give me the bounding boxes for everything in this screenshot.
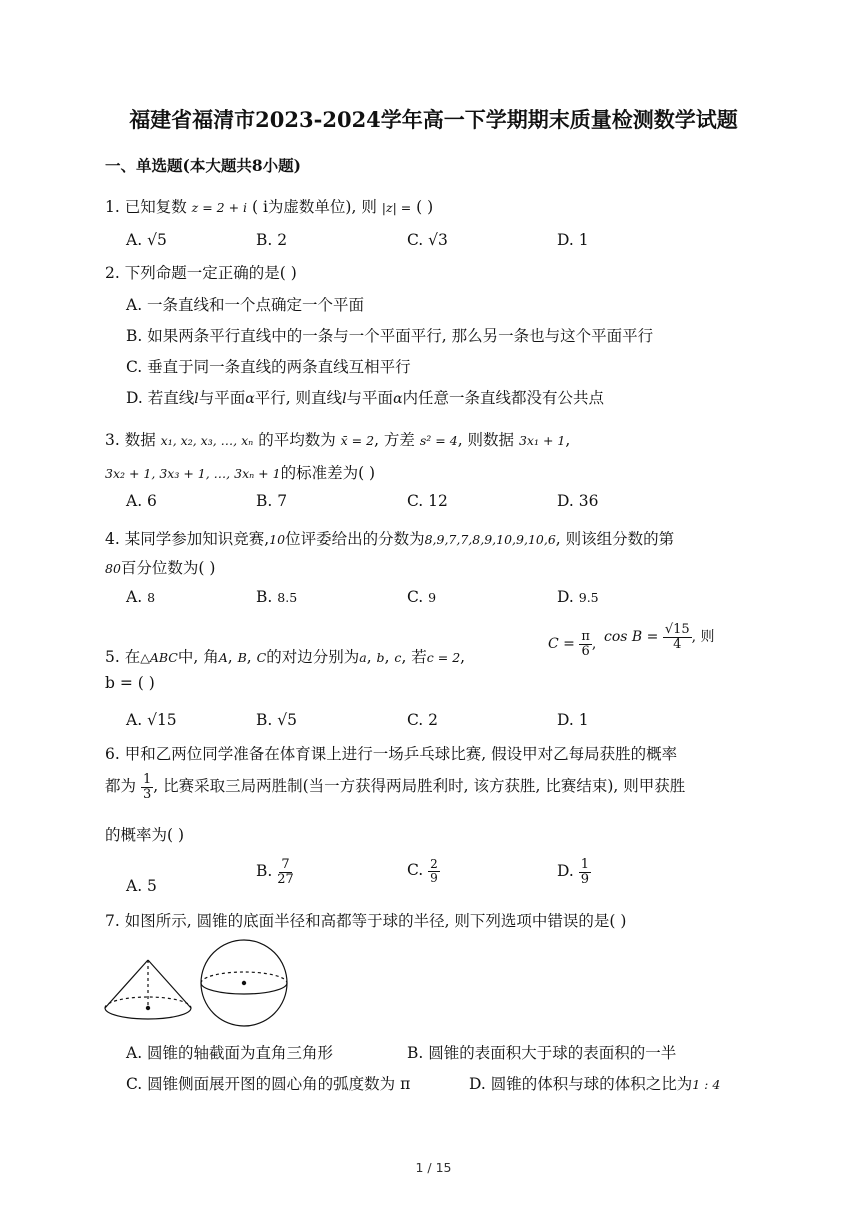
- question-1-stem: [105, 195, 433, 217]
- q5-option-d: D. 1: [557, 711, 589, 729]
- q2-option-a: A. 一条直线和一个点确定一个平面: [126, 296, 365, 314]
- q6-option-b: B. $\frac{7}{27}$: [256, 857, 294, 887]
- q2-option-d: D. 若直线l与平面α平行, 则直线l与平面α内任意一条直线都没有公共点: [126, 389, 605, 407]
- q5-option-a: A. √15: [126, 711, 177, 729]
- question-5-line-1: 5. 在△ABC中, 角A, B, C的对边分别为a, b, c, 若c = 2,: [105, 648, 466, 666]
- cone-and-sphere-figure: [100, 938, 300, 1030]
- question-6-line-2: 都为 $\frac{1}{3}$ , 比赛采取三局两胜制(当一方获得两局胜利时, 该方获胜, 比赛结束), 则甲获胜: [105, 772, 686, 802]
- q5-option-b: B. √5: [256, 711, 298, 729]
- q4-option-a: A. 8: [126, 588, 156, 606]
- q4-option-b: B. 8.5: [256, 588, 298, 606]
- q1-option-b: B. 2: [256, 231, 288, 249]
- q7-option-d: D. 圆锥的体积与球的体积之比为1 : 4: [469, 1075, 721, 1093]
- q7-option-b: B. 圆锥的表面积大于球的表面积的一半: [407, 1044, 677, 1062]
- question-2-stem: 2. 下列命题一定正确的是( ): [105, 264, 297, 282]
- q1-option-c: C. √3: [407, 231, 448, 249]
- cone-figure: [105, 960, 191, 1019]
- q1-expr2: |z| =: [381, 200, 412, 215]
- q1-option-d: D. 1: [557, 231, 589, 249]
- question-4-line-2: 80百分位数为( ): [105, 559, 216, 577]
- q3-option-b: B. 7: [256, 492, 288, 510]
- q1-expr: z = 2 + i: [191, 200, 248, 215]
- question-4-line-1: 4. 某同学参加知识竞赛,10位评委给出的分数为8,9,7,7,8,9,10,9,10,6, 则该组分数的第: [105, 530, 675, 548]
- q3-option-d: D. 36: [557, 492, 599, 510]
- q3-option-c: C. 12: [407, 492, 448, 510]
- q5-angle-c-expr: C = $\frac{\pi}{6}$ ,: [548, 629, 597, 659]
- q1-stem-a: 1. 已知复数: [105, 198, 187, 216]
- q2-option-b: B. 如果两条平行直线中的一条与一个平面平行, 那么另一条也与这个平面平行: [126, 327, 654, 345]
- q5-option-c: C. 2: [407, 711, 439, 729]
- q6-option-d: D. $\frac{1}{9}$: [557, 857, 590, 887]
- q1-option-a: A. √5: [126, 231, 167, 249]
- q2-option-c: C. 垂直于同一条直线的两条直线互相平行: [126, 358, 411, 376]
- question-6-line-3: 的概率为( ): [105, 826, 185, 844]
- q1-stem-c: ( ): [416, 198, 434, 216]
- sphere-figure: [201, 940, 287, 1026]
- question-3-line-2: 3x₂ + 1, 3x₃ + 1, …, 3xₙ + 1的标准差为( ): [105, 464, 376, 482]
- q3-option-a: A. 6: [126, 492, 157, 510]
- question-6-line-1: 6. 甲和乙两位同学准备在体育课上进行一场乒乓球比赛, 假设甲对乙每局获胜的概率: [105, 745, 678, 763]
- q6-option-c: C. $\frac{2}{9}$: [407, 857, 438, 885]
- question-7-stem: 7. 如图所示, 圆锥的底面半径和高都等于球的半径, 则下列选项中错误的是( ): [105, 912, 627, 930]
- q7-option-c: C. 圆锥侧面展开图的圆心角的弧度数为 π: [126, 1075, 411, 1093]
- page-number: 1 / 15: [415, 1160, 452, 1175]
- q5-cosb-expr: cos B = $\frac{√15}{4}$ , 则: [604, 622, 715, 652]
- question-3-line-1: 3. 数据 x₁, x₂, x₃, …, xₙ 的平均数为 x̄ = 2, 方差 s² = 4, 则数据 3x₁ + 1,: [105, 431, 571, 449]
- q7-option-a: A. 圆锥的轴截面为直角三角形: [126, 1044, 334, 1062]
- q4-option-d: D. 9.5: [557, 588, 599, 606]
- page-title: 福建省福清市2023-2024学年高一下学期期末质量检测数学试题: [129, 107, 738, 132]
- question-5-line-2: b = ( ): [105, 674, 155, 692]
- q6-option-a: A. 5: [126, 877, 157, 895]
- section-heading: 一、单选题(本大题共8小题): [105, 156, 301, 175]
- q4-option-c: C. 9: [407, 588, 437, 606]
- q1-stem-b: ( i为虚数单位), 则: [251, 198, 377, 216]
